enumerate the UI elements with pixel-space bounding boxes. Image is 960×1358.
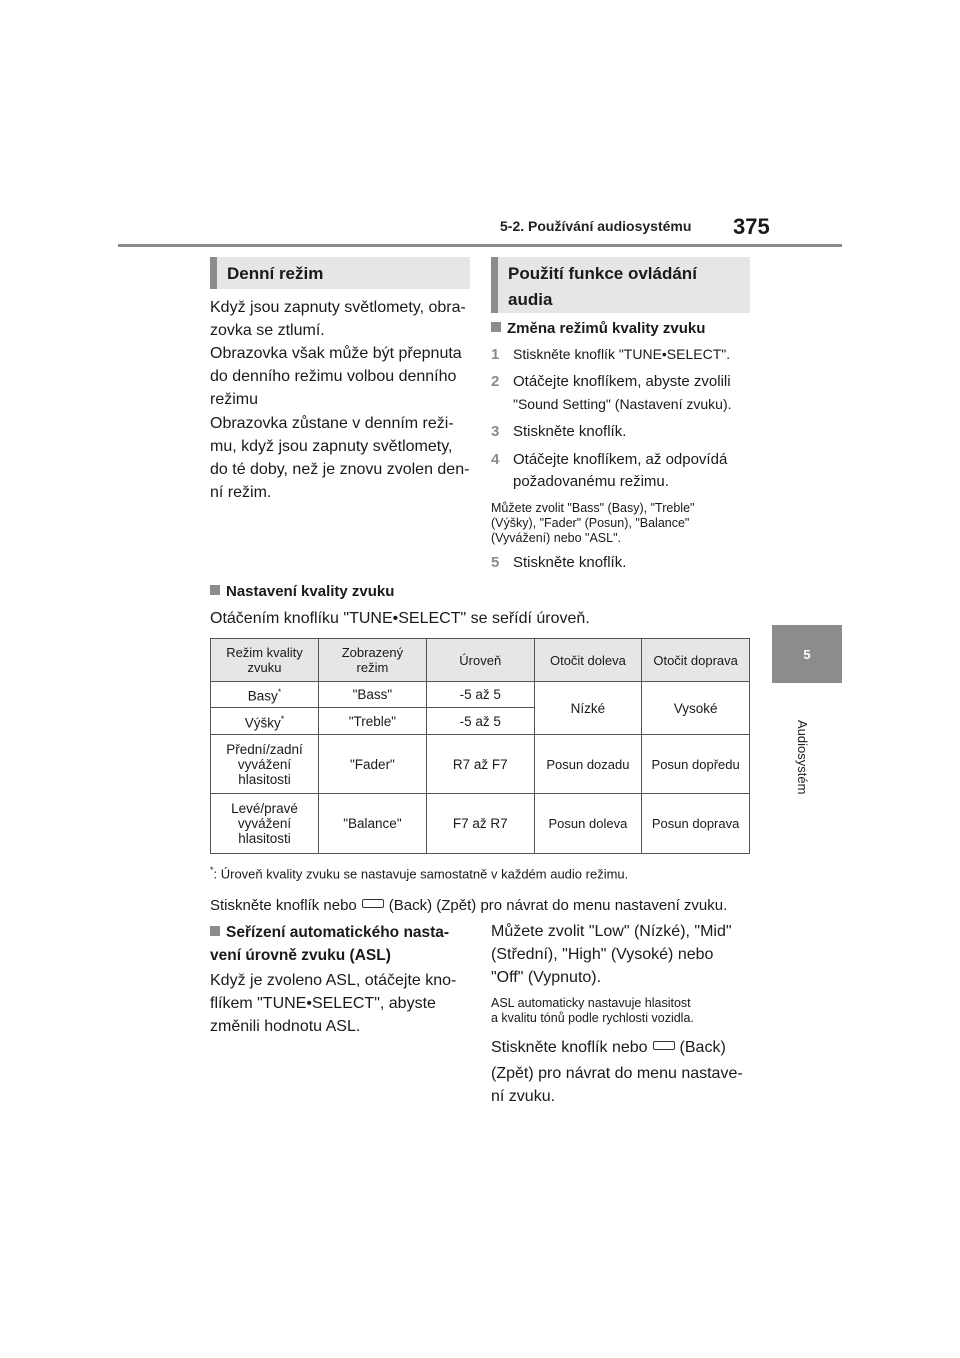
table-cell: -5 až 5 [426, 708, 534, 735]
asl-note: ASL automaticky nastavuje hlasitost a kvalitu tónů podle rychlosti vozidla. [491, 996, 694, 1025]
step-4: 4 Otáčejte knoflíkem, až odpovídá požadovanému režimu. [491, 451, 728, 490]
table-cell: Posun doprava [642, 794, 750, 854]
table-cell: Nízké [534, 682, 642, 735]
asl-text: Když je zvoleno ASL, otáčejte kno- flíkem "TUNE•SELECT", abyste změnili hodnotu ASL. [210, 972, 457, 1035]
table-cell: -5 až 5 [426, 682, 534, 708]
square-bullet-icon [210, 926, 220, 936]
chapter-label: Audiosystém [795, 720, 810, 795]
page-number: 375 [733, 214, 770, 239]
daymode-heading: Denní režim [210, 257, 470, 289]
quality-modes-subhead: Změna režimů kvality zvuku [491, 318, 753, 340]
table-cell: R7 až F7 [426, 735, 534, 794]
step-5: 5 Stiskněte knoflík. [491, 554, 627, 571]
asl-options: Můžete zvolit "Low" (Nízké), "Mid" (Střední), "High" (Vysoké) nebo "Off" (Vypnuto). [491, 923, 732, 986]
step-1: 1 Stiskněte knoflík "TUNE•SELECT". [491, 346, 731, 363]
header-divider [118, 244, 842, 247]
table-cell: Posun dozadu [534, 735, 642, 794]
table-cell: "Balance" [318, 794, 426, 854]
table-row [211, 735, 750, 794]
audio-control-heading: Použití funkce ovládání audia [491, 257, 750, 313]
table-cell: "Bass" [318, 682, 426, 708]
table-cell: Přední/zadní vyvážení hlasitosti [211, 735, 319, 794]
col-header: Zobrazený režim [318, 639, 426, 682]
table-footnote: *: Úroveň kvality zvuku se nastavuje samostatně v každém audio režimu. [210, 865, 629, 882]
table-cell: Levé/pravé vyvážení hlasitosti [211, 794, 319, 854]
step-2: 2 Otáčejte knoflíkem, abyste zvolili "Sound Setting" (Nastavení zvuku). [491, 373, 732, 412]
col-header: Otočit doprava [642, 639, 750, 682]
table-row [211, 682, 750, 708]
back-button-icon [653, 1041, 675, 1050]
daymode-para-2: Obrazovka však může být přepnuta do denního režimu volbou denního režimu [210, 345, 462, 408]
col-header: Otočit doleva [534, 639, 642, 682]
daymode-para-1: Když jsou zapnuty světlomety, obra- zovka se ztlumí. [210, 299, 466, 339]
table-cell: "Treble" [318, 708, 426, 735]
table-header-row [211, 639, 750, 682]
table-row [211, 794, 750, 854]
col-header: Režim kvality zvuku [211, 639, 319, 682]
modes-note: Můžete zvolit "Bass" (Basy), "Treble" (Výšky), "Fader" (Posun), "Balance" (Vyvážení) nebo "ASL". [491, 501, 695, 545]
step-3: 3 Stiskněte knoflík. [491, 423, 627, 440]
back-button-icon [362, 899, 384, 908]
table-cell: F7 až R7 [426, 794, 534, 854]
square-bullet-icon [210, 585, 220, 595]
square-bullet-icon [491, 322, 501, 332]
section-title: 5-2. Používání audiosystému [500, 218, 692, 234]
chapter-tab: 5 [772, 625, 842, 683]
table-cell: "Fader" [318, 735, 426, 794]
daymode-para-3: Obrazovka zůstane v denním reži- mu, když jsou zapnuty světlomety, do té doby, než je znovu zvolen den- ní režim. [210, 415, 470, 501]
table-cell: Vysoké [642, 682, 750, 735]
col-header: Úroveň [426, 639, 534, 682]
back-instruction: Stiskněte knoflík nebo (Back) (Zpět) pro návrat do menu nastavení zvuku. [210, 897, 728, 914]
quality-setting-subhead: Nastavení kvality zvuku [210, 581, 610, 603]
table-cell: Výšky* [211, 708, 319, 735]
table-cell: Basy* [211, 682, 319, 708]
asl-subhead: Seřízení automatického nasta- vení úrovně zvuku (ASL) [210, 924, 450, 964]
table-cell: Posun doleva [534, 794, 642, 854]
table-cell: Posun dopředu [642, 735, 750, 794]
quality-intro: Otáčením knoflíku "TUNE•SELECT" se seřídí úroveň. [210, 610, 590, 627]
asl-back-instruction: Stiskněte knoflík nebo (Back) (Zpět) pro návrat do menu nastave- ní zvuku. [491, 1039, 743, 1105]
sound-quality-table [210, 638, 750, 854]
